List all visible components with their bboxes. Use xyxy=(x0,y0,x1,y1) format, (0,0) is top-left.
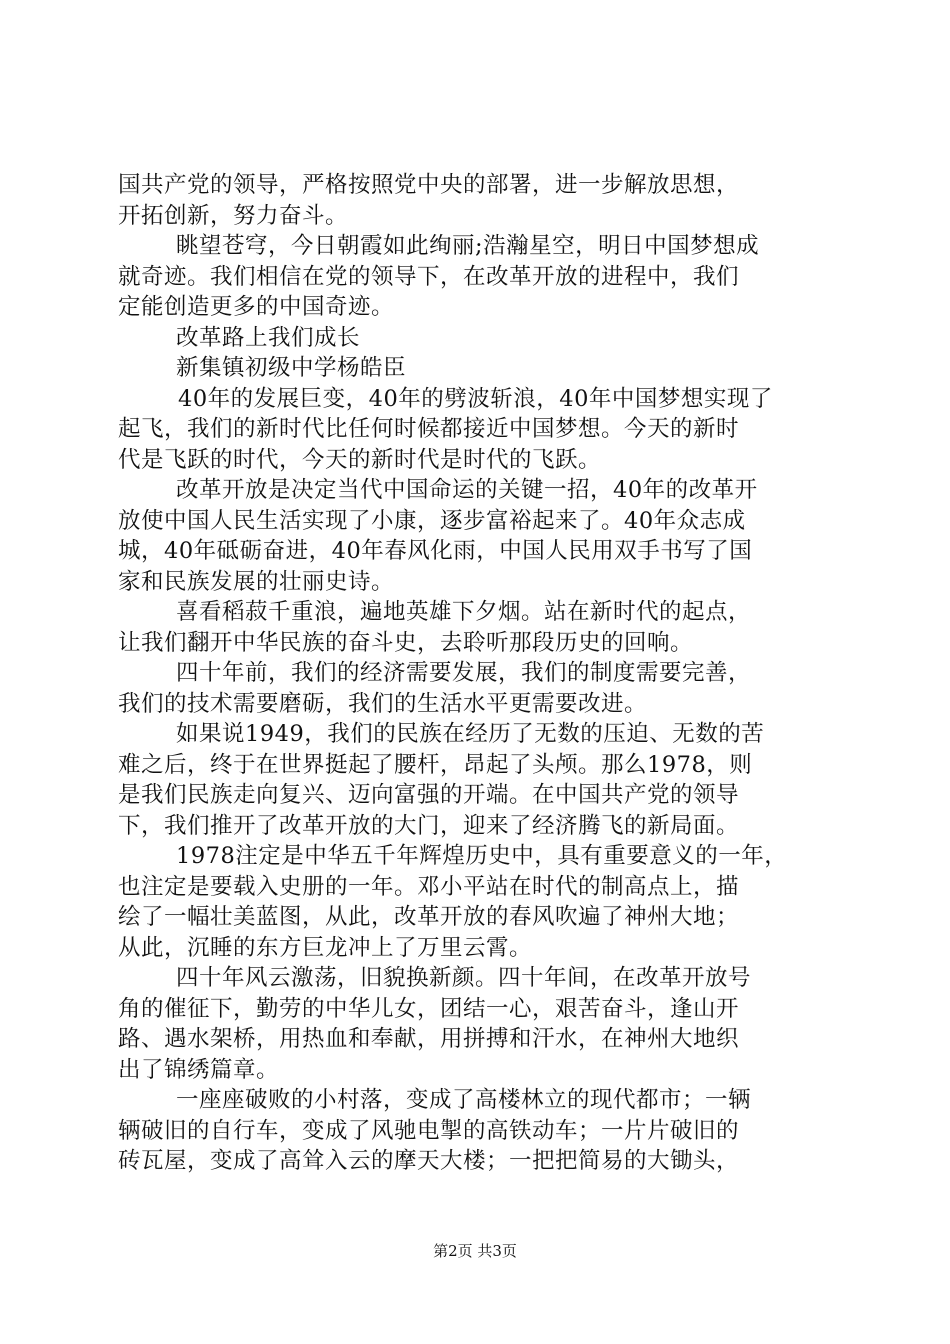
text-line: 辆破旧的自行车，变成了风驰电掣的高铁动车；一片片破旧的 xyxy=(118,1117,740,1144)
text-line: 代是飞跃的时代，今天的新时代是时代的飞跃。 xyxy=(118,446,602,473)
text-line: 让我们翻开中华民族的奋斗史，去聆听那段历史的回响。 xyxy=(118,629,694,656)
text-line: 家和民族发展的壮丽史诗。 xyxy=(118,568,395,595)
text-line: 从此，沉睡的东方巨龙冲上了万里云霄。 xyxy=(118,934,533,961)
text-line: 放使中国人民生活实现了小康，逐步富裕起来了。40年众志成 xyxy=(118,507,746,534)
text-line: 路、遇水架桥，用热血和奉献，用拼搏和汗水，在神州大地织 xyxy=(118,1026,740,1052)
text-line: 角的催征下，勤劳的中华儿女，团结一心，艰苦奋斗，逢山开 xyxy=(118,995,740,1022)
text-line: 1978注定是中华五千年辉煌历史中，具有重要意义的一年， xyxy=(176,843,788,869)
page-number: 第2页 共3页 xyxy=(433,1242,517,1260)
text-line: 改革开放是决定当代中国命运的关键一招，40年的改革开 xyxy=(176,477,758,503)
text-line: 就奇迹。我们相信在党的领导下，在改革开放的进程中，我们 xyxy=(118,263,740,290)
text-line: 起飞，我们的新时代比任何时候都接近中国梦想。今天的新时 xyxy=(118,416,740,442)
text-line: 是我们民族走向复兴、迈向富强的开端。在中国共产党的领导 xyxy=(118,782,740,808)
text-line: 如果说1949，我们的民族在经历了无数的压迫、无数的苦 xyxy=(176,721,765,747)
document-body xyxy=(118,170,838,1177)
text-line: 城，40年砥砺奋进，40年春风化雨，中国人民用双手书写了国 xyxy=(118,538,753,564)
article-title: 改革路上我们成长 xyxy=(176,324,361,351)
text-line: 开拓创新，努力奋斗。 xyxy=(118,202,349,229)
text-line: 下，我们推开了改革开放的大门，迎来了经济腾飞的新局面。 xyxy=(118,812,740,839)
text-line: 四十年前，我们的经济需要发展，我们的制度需要完善， xyxy=(176,660,752,686)
text-line: 难之后，终于在世界挺起了腰杆，昂起了头颅。那么1978，则 xyxy=(118,751,753,778)
page-footer xyxy=(0,1241,950,1261)
text-line: 眺望苍穹，今日朝霞如此绚丽;浩瀚星空，明日中国梦想成 xyxy=(176,233,760,259)
text-line: 喜看稻菽千重浪，遍地英雄下夕烟。站在新时代的起点， xyxy=(176,599,752,625)
text-line: 出了锦绣篇章。 xyxy=(118,1056,280,1083)
text-line: 国共产党的领导，严格按照党中央的部署，进一步解放思想， xyxy=(118,172,740,198)
text-line: 四十年风云激荡，旧貌换新颜。四十年间，在改革开放号 xyxy=(176,965,752,991)
text-line: 定能创造更多的中国奇迹。 xyxy=(118,294,395,320)
text-line: 也注定是要载入史册的一年。邓小平站在时代的制高点上，描 xyxy=(118,873,740,900)
text-line: 40年的发展巨变，40年的劈波斩浪，40年中国梦想实现了 xyxy=(178,385,773,412)
text-line: 砖瓦屋，变成了高耸入云的摩天大楼；一把把简易的大锄头， xyxy=(118,1148,740,1174)
text-line: 一座座破败的小村落，变成了高楼林立的现代都市；一辆 xyxy=(176,1087,752,1113)
text-line: 绘了一幅壮美蓝图，从此，改革开放的春风吹遍了神州大地； xyxy=(118,904,740,930)
article-author: 新集镇初级中学杨皓臣 xyxy=(176,355,407,381)
text-line: 我们的技术需要磨砺，我们的生活水平更需要改进。 xyxy=(118,690,648,717)
